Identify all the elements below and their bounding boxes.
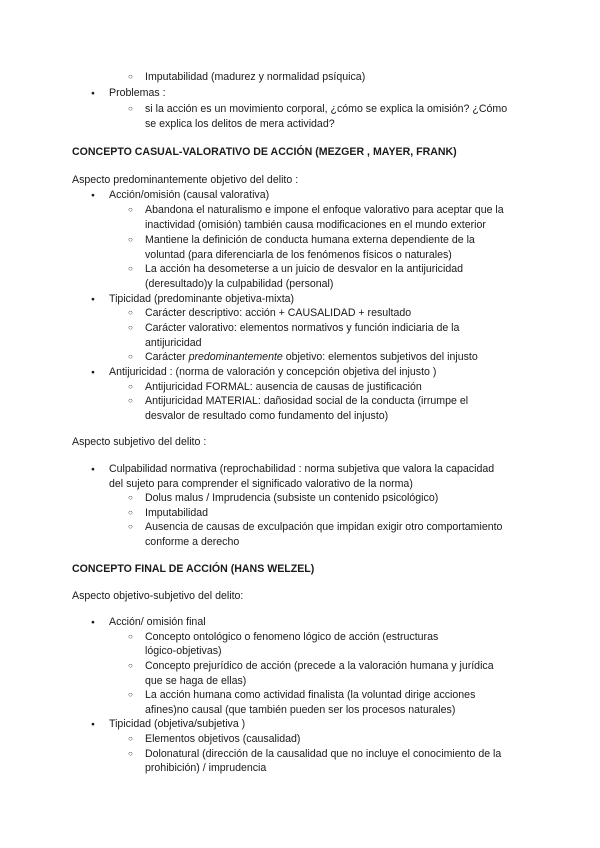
list-item: Mantiene la definición de conducta humana externa dependiente de la xyxy=(145,234,475,246)
section-heading: CONCEPTO CASUAL-VALORATIVO DE ACCIÓN (MEZGER , MAYER, FRANK) xyxy=(72,146,457,158)
list-item: Imputabilidad xyxy=(145,507,209,519)
list-item: Tipicidad (objetiva/subjetiva ) xyxy=(109,718,246,730)
list-item: La acción ha desometerse a un juicio de desvalor en la antijuricidad xyxy=(145,263,464,275)
list-item: Dolonatural (dirección de la causalidad que no incluye el conocimiento de la xyxy=(145,748,502,760)
bullet-icon xyxy=(91,292,95,308)
list-item: Abandona el naturalismo e impone el enfoque valorativo para aceptar que la xyxy=(145,204,504,216)
bullet-icon xyxy=(91,462,95,478)
list-item-continuation: afines)no causal (que también pueden ser los procesos naturales) xyxy=(145,704,456,716)
bullet-icon xyxy=(91,717,95,733)
list-item-continuation: del sujeto para comprender el significado valorativo de la norma) xyxy=(109,478,413,490)
hollow-bullet-icon xyxy=(128,732,133,747)
list-item: Elementos objetivos (causalidad) xyxy=(145,733,301,745)
list-item: Carácter descriptivo: acción + CAUSALIDAD + resultado xyxy=(145,307,412,319)
list-item-continuation: lógico-objetivas) xyxy=(145,645,222,657)
bullet-icon xyxy=(91,615,95,631)
paragraph: Aspecto subjetivo del delito : xyxy=(72,436,207,448)
bullet-icon xyxy=(91,86,95,102)
hollow-bullet-icon xyxy=(128,70,133,85)
list-item: si la acción es un movimiento corporal, ¿cómo se explica la omisión? ¿Cómo xyxy=(145,103,508,115)
list-item: Ausencia de causas de exculpación que impidan exigir otro comportamiento xyxy=(145,521,503,533)
list-item: Antijuricidad : (norma de valoración y concepción objetiva del injusto ) xyxy=(109,366,437,378)
list-item-continuation: prohibición) / imprudencia xyxy=(145,762,267,774)
list-item: Concepto prejurídico de acción (precede a la valoración humana y jurídica xyxy=(145,660,494,672)
hollow-bullet-icon xyxy=(128,102,133,117)
text: objetivo: elementos subjetivos del injusto xyxy=(282,351,478,363)
hollow-bullet-icon xyxy=(128,506,133,521)
hollow-bullet-icon xyxy=(128,491,133,506)
list-item-continuation: conforme a derecho xyxy=(145,536,240,548)
hollow-bullet-icon xyxy=(128,203,133,218)
bullet-icon xyxy=(91,365,95,381)
list-item: Antijuricidad MATERIAL: dañosidad social de la conducta (irrumpe el xyxy=(145,395,469,407)
hollow-bullet-icon xyxy=(128,321,133,336)
emphasis-text: predominantemente xyxy=(188,351,283,363)
list-item: Problemas : xyxy=(109,87,166,99)
hollow-bullet-icon xyxy=(128,659,133,674)
list-item: Tipicidad (predominante objetiva-mixta) xyxy=(109,293,295,305)
list-item: Concepto ontológico o fenomeno lógico de acción (estructuras xyxy=(145,631,439,643)
section-heading: CONCEPTO FINAL DE ACCIÓN (HANS WELZEL) xyxy=(72,563,315,575)
list-item-continuation: desvalor de resultado como fundamento del injusto) xyxy=(145,410,389,422)
hollow-bullet-icon xyxy=(128,688,133,703)
hollow-bullet-icon xyxy=(128,394,133,409)
list-item: Acción/omisión (causal valorativa) xyxy=(109,189,270,201)
hollow-bullet-icon xyxy=(128,262,133,277)
list-item: Antijuricidad FORMAL: ausencia de causas de justificación xyxy=(145,381,422,393)
hollow-bullet-icon xyxy=(128,233,133,248)
list-item-continuation: antijuricidad xyxy=(145,337,202,349)
list-item-continuation: que se haga de ellas) xyxy=(145,675,247,687)
hollow-bullet-icon xyxy=(128,350,133,365)
list-item xyxy=(145,350,478,365)
hollow-bullet-icon xyxy=(128,630,133,645)
list-item-continuation: inactividad (omisión) también causa modificaciones en el mundo exterior xyxy=(145,219,486,231)
list-item-continuation: voluntad (para diferenciarla de los fenómenos físicos o naturales) xyxy=(145,249,452,261)
paragraph: Aspecto predominantemente objetivo del delito : xyxy=(72,174,299,186)
list-item: La acción humana como actividad finalista (la voluntad dirige acciones xyxy=(145,689,476,701)
list-item: Culpabilidad normativa (reprochabilidad : norma subjetiva que valora la capacidad xyxy=(109,463,495,475)
text: Carácter xyxy=(145,351,189,363)
hollow-bullet-icon xyxy=(128,380,133,395)
hollow-bullet-icon xyxy=(128,520,133,535)
list-item: Dolus malus / Imprudencia (subsiste un contenido psicológico) xyxy=(145,492,439,504)
list-item-continuation: se explica los delitos de mera actividad? xyxy=(145,118,335,130)
hollow-bullet-icon xyxy=(128,747,133,762)
bullet-icon xyxy=(91,188,95,204)
list-item: Carácter valorativo: elementos normativos y función indiciaria de la xyxy=(145,322,460,334)
list-item: Acción/ omisión final xyxy=(109,616,206,628)
list-item: Imputabilidad (madurez y normalidad psíquica) xyxy=(145,71,366,83)
list-item-continuation: (deresultado)y la culpabilidad (personal) xyxy=(145,278,334,290)
paragraph: Aspecto objetivo-subjetivo del delito: xyxy=(72,590,244,602)
hollow-bullet-icon xyxy=(128,306,133,321)
